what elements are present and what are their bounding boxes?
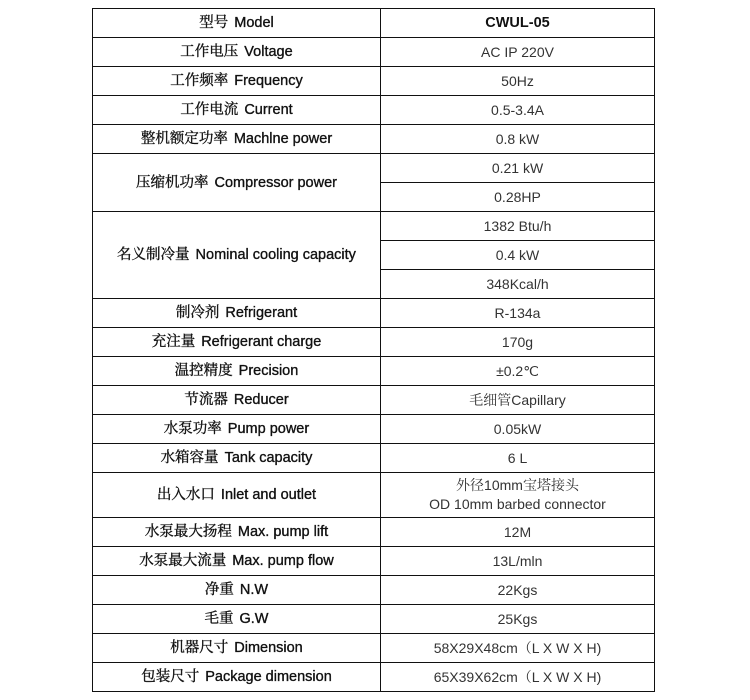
- label-machine-power: [93, 125, 381, 154]
- label-zh: 水泵最大扬程: [144, 524, 232, 540]
- table-row-inlet-outlet: [93, 473, 655, 518]
- label-package-dimension: [93, 663, 381, 692]
- value-net-weight: 22Kgs: [381, 576, 655, 605]
- label-zh: 名义制冷量: [117, 247, 190, 263]
- label-en: Tank capacity: [224, 450, 313, 466]
- table-row-compressor-power: [93, 154, 655, 183]
- label-gross-weight: [93, 605, 381, 634]
- table-row-voltage: [93, 38, 655, 67]
- table-row-pump-power: [93, 415, 655, 444]
- label-zh: 温控精度: [174, 363, 233, 379]
- label-max-pump-lift: [93, 518, 381, 547]
- table-row-max-pump-flow: [93, 547, 655, 576]
- label-en: Refrigerant charge: [201, 334, 322, 350]
- label-en: Current: [244, 102, 293, 118]
- value-reducer: 毛细管Capillary: [381, 386, 655, 415]
- label-en: Precision: [238, 363, 299, 379]
- label-en: Machlne power: [233, 131, 333, 147]
- value-cooling-kcal: 348Kcal/h: [381, 270, 655, 299]
- label-voltage: [93, 38, 381, 67]
- value-inlet-outlet: [381, 473, 655, 518]
- table-row-tank-capacity: [93, 444, 655, 473]
- label-en: G.W: [239, 611, 269, 627]
- table-row-package-dimension: [93, 663, 655, 692]
- value-cooling-btu: 1382 Btu/h: [381, 212, 655, 241]
- label-zh: 节流器: [184, 392, 228, 408]
- label-en: Refrigerant: [225, 305, 298, 321]
- label-zh: 型号: [199, 15, 229, 31]
- value-max-pump-lift: 12M: [381, 518, 655, 547]
- value-refrigerant: R-134a: [381, 299, 655, 328]
- label-en: Max. pump lift: [237, 524, 329, 540]
- label-zh: 水泵最大流量: [139, 553, 227, 569]
- label-en: Package dimension: [205, 669, 332, 685]
- label-refrigerant-charge: [93, 328, 381, 357]
- label-precision: [93, 357, 381, 386]
- label-refrigerant: [93, 299, 381, 328]
- label-tank-capacity: [93, 444, 381, 473]
- label-zh: 整机额定功率: [140, 131, 228, 147]
- label-zh: 制冷剂: [175, 305, 220, 321]
- label-zh: 净重: [204, 582, 234, 598]
- label-zh: 压缩机功率: [136, 174, 209, 191]
- label-net-weight: [93, 576, 381, 605]
- value-precision: ±0.2℃: [381, 357, 655, 386]
- value-compressor-power-hp: 0.28HP: [381, 183, 655, 212]
- label-en: Inlet and outlet: [220, 487, 317, 503]
- label-en: Dimension: [234, 640, 303, 656]
- value-machine-power: 0.8 kW: [381, 125, 655, 154]
- label-inlet-outlet: [93, 473, 381, 518]
- label-en: Reducer: [233, 392, 289, 408]
- value-max-pump-flow: 13L/mln: [381, 547, 655, 576]
- value-frequency: 50Hz: [381, 67, 655, 96]
- value-cooling-kw: 0.4 kW: [381, 241, 655, 270]
- value-package-dimension: 65X39X62cm（L X W X H): [381, 663, 655, 692]
- label-zh: 水泵功率: [163, 421, 222, 437]
- label-zh: 工作频率: [170, 73, 229, 89]
- table-row-frequency: [93, 67, 655, 96]
- table-row-max-pump-lift: [93, 518, 655, 547]
- label-en: Frequency: [234, 73, 303, 89]
- label-max-pump-flow: [93, 547, 381, 576]
- table-row-reducer: [93, 386, 655, 415]
- label-zh: 出入水口: [156, 487, 215, 503]
- table-row-current: [93, 96, 655, 125]
- label-zh: 工作电流: [180, 102, 239, 118]
- label-en: Nominal cooling capacity: [195, 247, 356, 263]
- table-row-model: [93, 9, 655, 38]
- value-pump-power: 0.05kW: [381, 415, 655, 444]
- label-pump-power: [93, 415, 381, 444]
- label-cooling-capacity: [93, 212, 381, 299]
- value-dimension: 58X29X48cm（L X W X H): [381, 634, 655, 663]
- label-en: Model: [234, 15, 274, 31]
- label-zh: 毛重: [204, 611, 234, 627]
- label-en: Max. pump flow: [232, 553, 334, 569]
- table-row-cooling-capacity: [93, 212, 655, 241]
- label-zh: 工作电压: [180, 44, 239, 60]
- spec-table: [92, 8, 655, 692]
- label-frequency: [93, 67, 381, 96]
- value-model: CWUL-05: [381, 9, 655, 38]
- label-zh: 充注量: [151, 334, 196, 350]
- value-current: 0.5-3.4A: [381, 96, 655, 125]
- table-row-refrigerant-charge: [93, 328, 655, 357]
- value-gross-weight: 25Kgs: [381, 605, 655, 634]
- label-en: Voltage: [244, 44, 293, 60]
- value-tank-capacity: 6 L: [381, 444, 655, 473]
- label-zh: 包装尺寸: [141, 669, 200, 685]
- value-compressor-power-kw: 0.21 kW: [381, 154, 655, 183]
- label-en: N.W: [239, 582, 269, 598]
- label-zh: 水箱容量: [160, 450, 219, 466]
- label-en: Compressor power: [214, 174, 337, 191]
- label-current: [93, 96, 381, 125]
- table-row-refrigerant: [93, 299, 655, 328]
- value-voltage: AC IP 220V: [381, 38, 655, 67]
- table-row-gross-weight: [93, 605, 655, 634]
- label-reducer: [93, 386, 381, 415]
- label-model: [93, 9, 381, 38]
- value-inlet-outlet-en: OD 10mm barbed connector: [429, 496, 606, 512]
- table-row-precision: [93, 357, 655, 386]
- table-row-machine-power: [93, 125, 655, 154]
- label-dimension: [93, 634, 381, 663]
- label-en: Pump power: [227, 421, 310, 437]
- label-compressor-power: [93, 154, 381, 212]
- value-refrigerant-charge: 170g: [381, 328, 655, 357]
- table-row-dimension: [93, 634, 655, 663]
- label-zh: 机器尺寸: [170, 640, 229, 656]
- table-row-net-weight: [93, 576, 655, 605]
- value-inlet-outlet-zh: 外径10mm宝塔接头: [456, 477, 579, 493]
